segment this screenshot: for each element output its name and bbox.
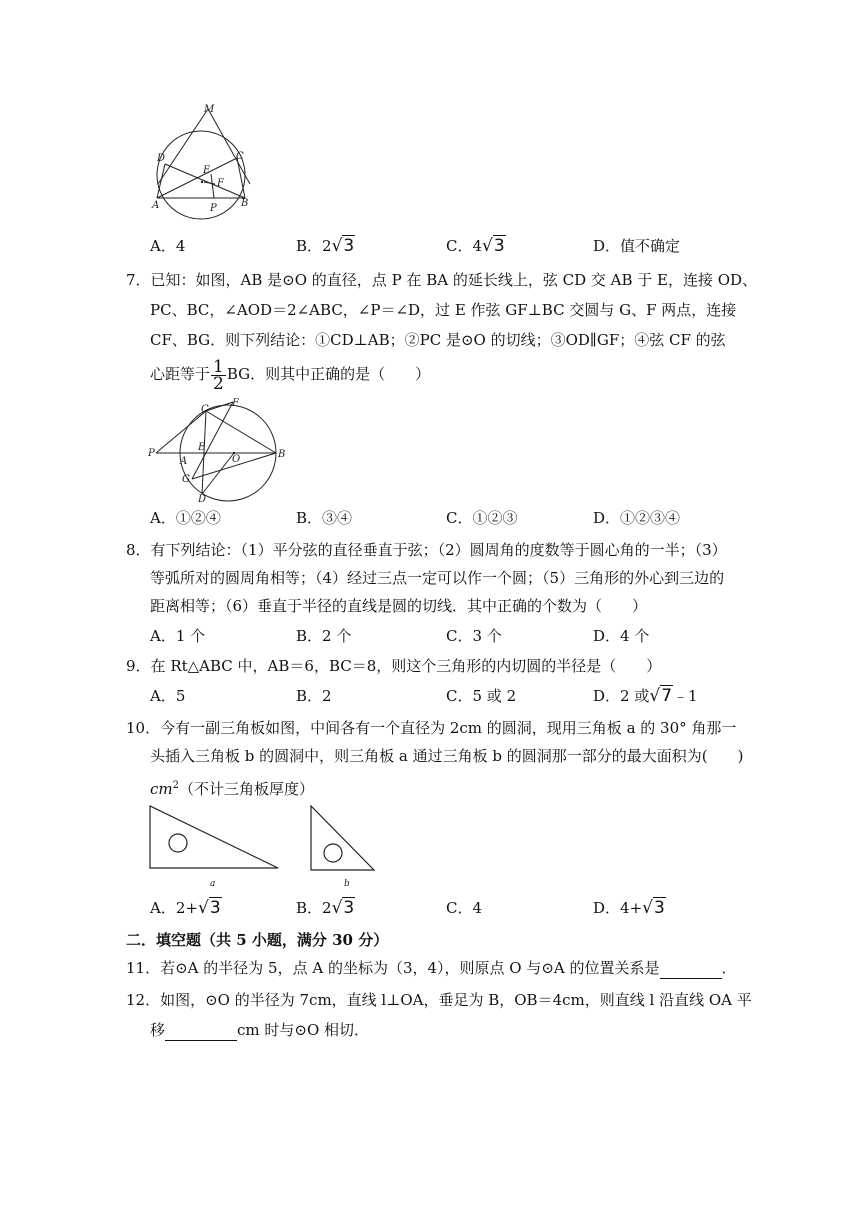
q9-option-b[interactable]: B．2 <box>296 687 332 705</box>
q6-circle <box>157 131 245 219</box>
q7-fraction: $\frac{1}{2}$ <box>213 356 224 394</box>
q7-label-O: O <box>232 454 241 465</box>
q6-option-b[interactable]: B．2√3 <box>296 236 355 256</box>
q7-label-G: G <box>182 474 190 485</box>
q7-line3: CF、BG．则下列结论：①CD⊥AB；②PC 是⊙O 的切线；③OD∥GF；④弦 CF 的弦 <box>150 331 726 349</box>
q7-line4: 心距等于 $\frac{1}{2}$ BG．则其中正确的是（ ） <box>150 356 431 394</box>
q8-option-c[interactable]: C．3 个 <box>446 627 502 645</box>
q10-option-b[interactable]: B．2√3 <box>296 898 355 918</box>
q6-label-A: A <box>152 200 160 211</box>
q7-line2: PC、BC，∠AOD＝2∠ABC，∠P＝∠D，过 E 作弦 GF⊥BC 交圆与 G、F 两点，连接 <box>150 301 737 319</box>
q10-line1: 10．今有一副三角板如图，中间各有一个直径为 2cm 的圆洞，现用三角板 a 的 30° 角那一 <box>126 719 737 737</box>
triangle-a-hole <box>169 834 187 852</box>
q10-figure <box>146 802 386 894</box>
q9-line1: 9．在 Rt△ABC 中，AB＝6，BC＝8，则这个三角形的内切圆的半径是（ ） <box>126 657 662 675</box>
q7-label-A: A <box>180 456 188 467</box>
q10-line2: 头插入三角板 b 的圆洞中，则三角板 a 通过三角板 b 的圆洞那一部分的最大面积为( ) <box>150 747 744 765</box>
q8-line1: 8．有下列结论：（1）平分弦的直径垂直于弦；（2）圆周角的度数等于圆心角的一半；（3） <box>126 541 727 559</box>
q7-label-C: C <box>201 404 209 415</box>
q6-label-P: P <box>210 203 217 214</box>
q7-label-F: F <box>232 398 239 409</box>
q9-option-a[interactable]: A．5 <box>150 687 186 705</box>
q7-label-P: P <box>148 448 155 459</box>
q8-option-a[interactable]: A．1 个 <box>150 627 206 645</box>
q6-label-F: F <box>217 178 224 189</box>
q7-option-c[interactable]: C．①②③ <box>446 509 518 527</box>
triangle-a-shape <box>150 806 278 868</box>
q6-label-B: B <box>241 198 249 209</box>
q6-option-c[interactable]: C．4√3 <box>446 236 505 256</box>
triangle-b-label: b <box>344 879 350 889</box>
q7-figure <box>146 396 296 504</box>
q10-option-d[interactable]: D．4+√3 <box>593 898 665 918</box>
q6-figure <box>148 100 258 220</box>
section-fill-in-title: 二．填空题（共 5 小题，满分 30 分） <box>126 931 389 949</box>
triangle-b-hole <box>324 844 342 862</box>
q10-option-c[interactable]: C．4 <box>446 899 483 917</box>
q7-option-a[interactable]: A．①②④ <box>150 509 221 527</box>
q12-line2: 移 cm 时与⊙O 相切． <box>150 1021 370 1039</box>
q12-line1: 12．如图，⊙O 的半径为 7cm，直线 l⊥OA，垂足为 B，OB＝4cm，则直线 l 沿直线 OA 平 <box>126 991 752 1009</box>
q10-line3: $cm^2$（不计三角板厚度） <box>150 780 315 798</box>
q8-option-d[interactable]: D．4 个 <box>593 627 650 645</box>
q6-option-d[interactable]: D．值不确定 <box>593 237 681 255</box>
q8-option-b[interactable]: B．2 个 <box>296 627 352 645</box>
q7-label-D: D <box>198 494 207 504</box>
q7-label-E: E <box>198 442 206 453</box>
q9-option-c[interactable]: C．5 或 2 <box>446 687 517 705</box>
q6-label-E: E <box>203 165 211 176</box>
q7-line1: 7．已知：如图，AB 是⊙O 的直径，点 P 在 BA 的延长线上，弦 CD 交 AB 于 E，连接 OD、 <box>126 271 758 289</box>
q10-option-a[interactable]: A．2+√3 <box>150 898 221 918</box>
q12-answer-blank[interactable] <box>165 1020 237 1041</box>
q7-option-d[interactable]: D．①②③④ <box>593 509 681 527</box>
q7-label-B: B <box>278 449 286 460</box>
q7-option-b[interactable]: B．③④ <box>296 509 353 527</box>
triangle-a-label: a <box>210 879 216 889</box>
triangle-b-shape <box>311 806 374 870</box>
q8-line3: 距离相等；（6）垂直于半径的直线是圆的切线．其中正确的个数为（ ） <box>150 597 648 615</box>
q6-label-C: C <box>236 151 244 162</box>
q8-line2: 等弧所对的圆周角相等；（4）经过三点一定可以作一个圆；（5）三角形的外心到三边的 <box>150 569 725 587</box>
q9-option-d[interactable]: D．2 或√7﹣1 <box>593 686 698 706</box>
q6-option-a[interactable]: A．4 <box>150 237 186 255</box>
q11-answer-blank[interactable] <box>660 958 722 979</box>
q11-line1: 11．若⊙A 的半径为 5，点 A 的坐标为（3，4），则原点 O 与⊙A 的位置关系是 ． <box>126 959 737 977</box>
q6-label-M: M <box>204 104 215 115</box>
q6-label-D: D <box>157 153 166 164</box>
